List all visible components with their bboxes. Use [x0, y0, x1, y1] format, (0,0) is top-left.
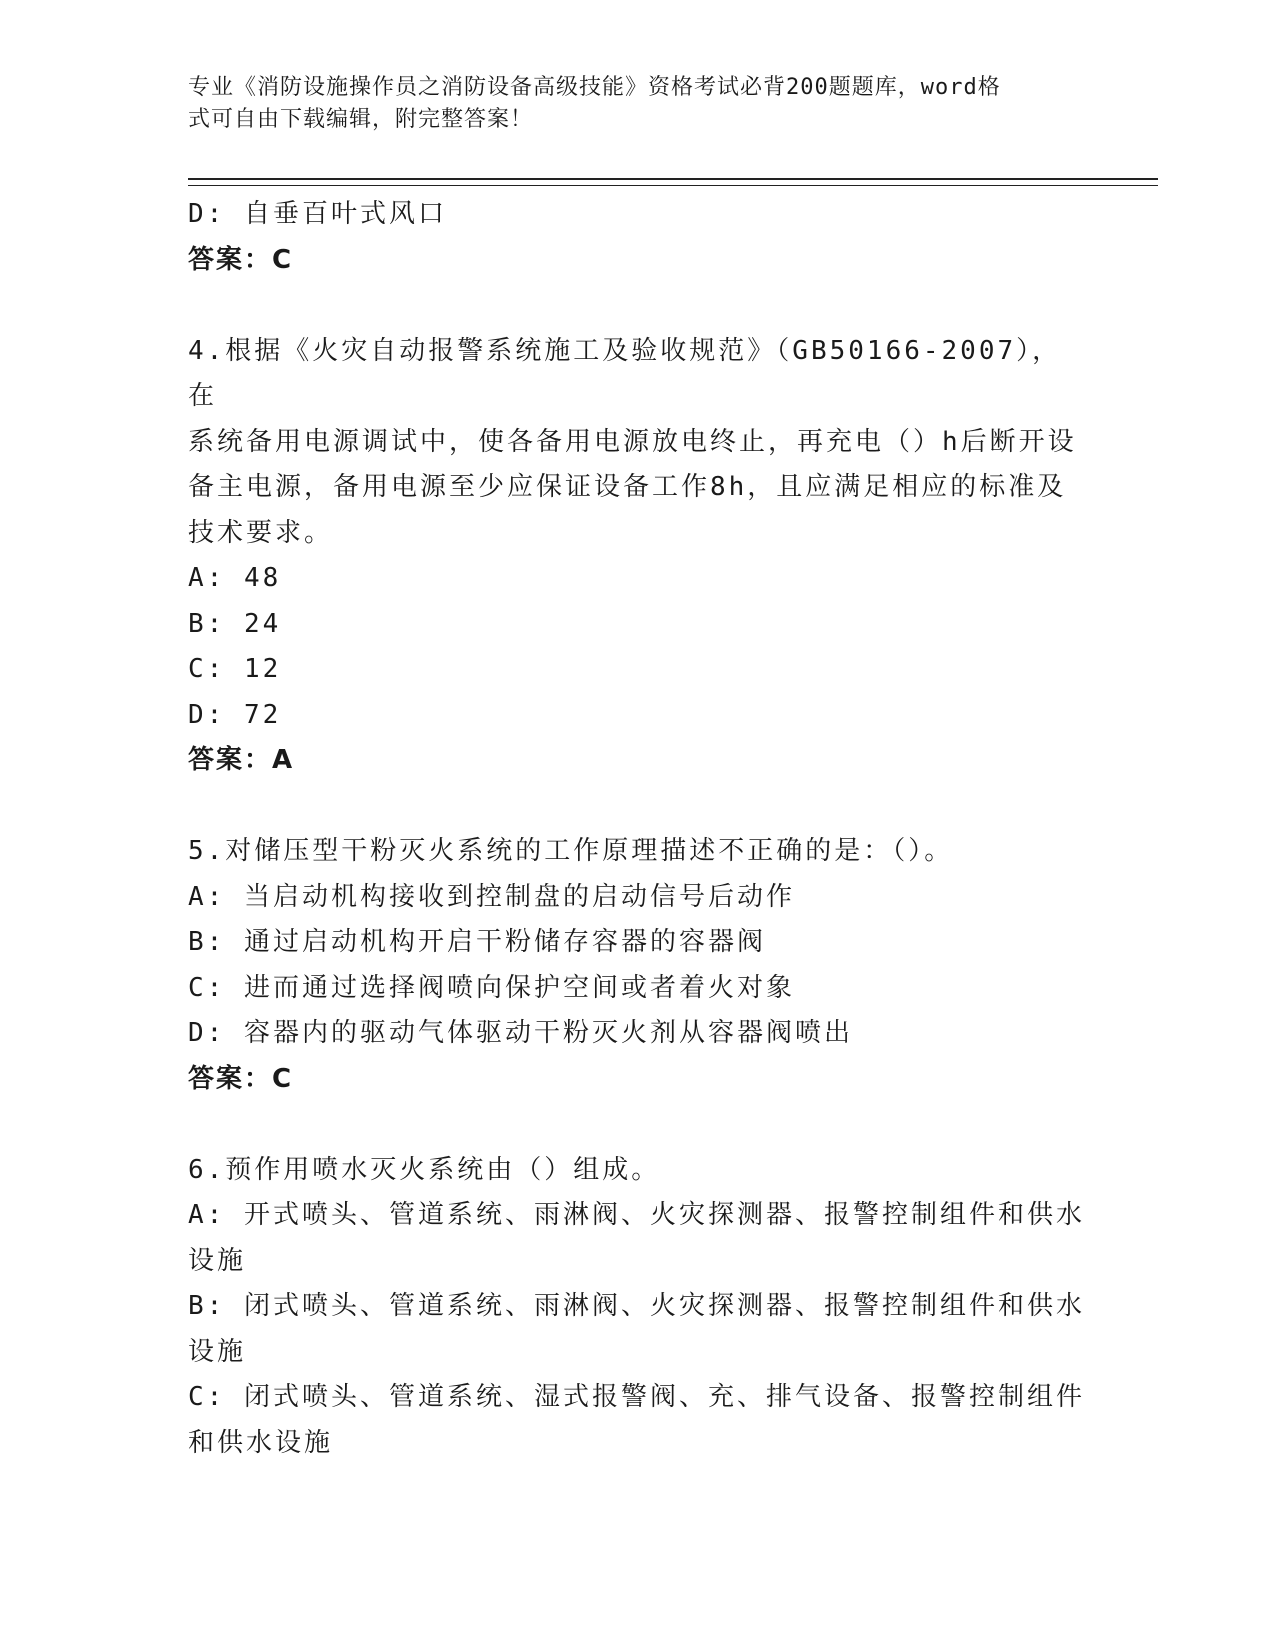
- spacer: [188, 283, 1088, 329]
- page-header: [188, 72, 1078, 136]
- question-5-option-d: D: 容器内的驱动气体驱动干粉灭火剂从容器阀喷出: [188, 1018, 853, 1048]
- question-4-stem: [188, 329, 1088, 557]
- question-4-option-d: D: 72: [188, 699, 282, 730]
- question-4-option-c: C: 12: [188, 654, 282, 684]
- prev-option-d: D: 自垂百叶式风口: [188, 199, 447, 229]
- question-6-option-b: [188, 1284, 1088, 1375]
- header-line-2: 式可自由下载编辑，附完整答案！: [188, 107, 534, 132]
- question-4-answer: 答案：A: [188, 745, 295, 775]
- question-5-option-a: A: 当启动机构接收到控制盘的启动信号后动作: [188, 881, 795, 912]
- stem-line: 技术要求。: [188, 517, 334, 548]
- question-5-answer: 答案：C: [188, 1063, 294, 1094]
- header-divider: [188, 178, 1158, 186]
- question-5-stem: 5.对储压型干粉灭火系统的工作原理描述不正确的是：（）。: [188, 836, 954, 866]
- prev-answer: 答案：C: [188, 244, 294, 275]
- option-line: B: 闭式喷头、管道系统、雨淋阀、火灾探测器、报警控制组件和供水: [188, 1291, 1085, 1321]
- spacer: [188, 784, 1088, 830]
- option-line: 设施: [188, 1245, 247, 1276]
- question-6-option-c: [188, 1375, 1088, 1466]
- question-6-option-a: [188, 1193, 1088, 1284]
- question-content: [188, 192, 1088, 1466]
- question-5-option-b: B: 通过启动机构开启干粉储存容器的容器阀: [188, 927, 766, 957]
- question-6-stem: 6.预作用喷水灭火系统由（）组成。: [188, 1154, 661, 1185]
- stem-line: 备主电源，备用电源至少应保证设备工作8h，且应满足相应的标准及: [188, 472, 1067, 502]
- question-5-option-c: C: 进而通过选择阀喷向保护空间或者着火对象: [188, 972, 795, 1003]
- spacer: [188, 1102, 1088, 1148]
- stem-line: 系统备用电源调试中，使各备用电源放电终止，再充电（）h后断开设: [188, 426, 1077, 457]
- question-4-option-a: A: 48: [188, 563, 282, 593]
- question-4-option-b: B: 24: [188, 608, 282, 639]
- option-line: 和供水设施: [188, 1427, 334, 1458]
- header-line-1: 专业《消防设施操作员之消防设备高级技能》资格考试必背200题题库，word格: [188, 75, 1001, 100]
- option-line: 设施: [188, 1336, 247, 1367]
- stem-line: 4.根据《火灾自动报警系统施工及验收规范》（GB50166-2007），在: [188, 335, 1062, 411]
- option-line: A: 开式喷头、管道系统、雨淋阀、火灾探测器、报警控制组件和供水: [188, 1200, 1085, 1230]
- option-line: C: 闭式喷头、管道系统、湿式报警阀、充、排气设备、报警控制组件: [188, 1382, 1085, 1412]
